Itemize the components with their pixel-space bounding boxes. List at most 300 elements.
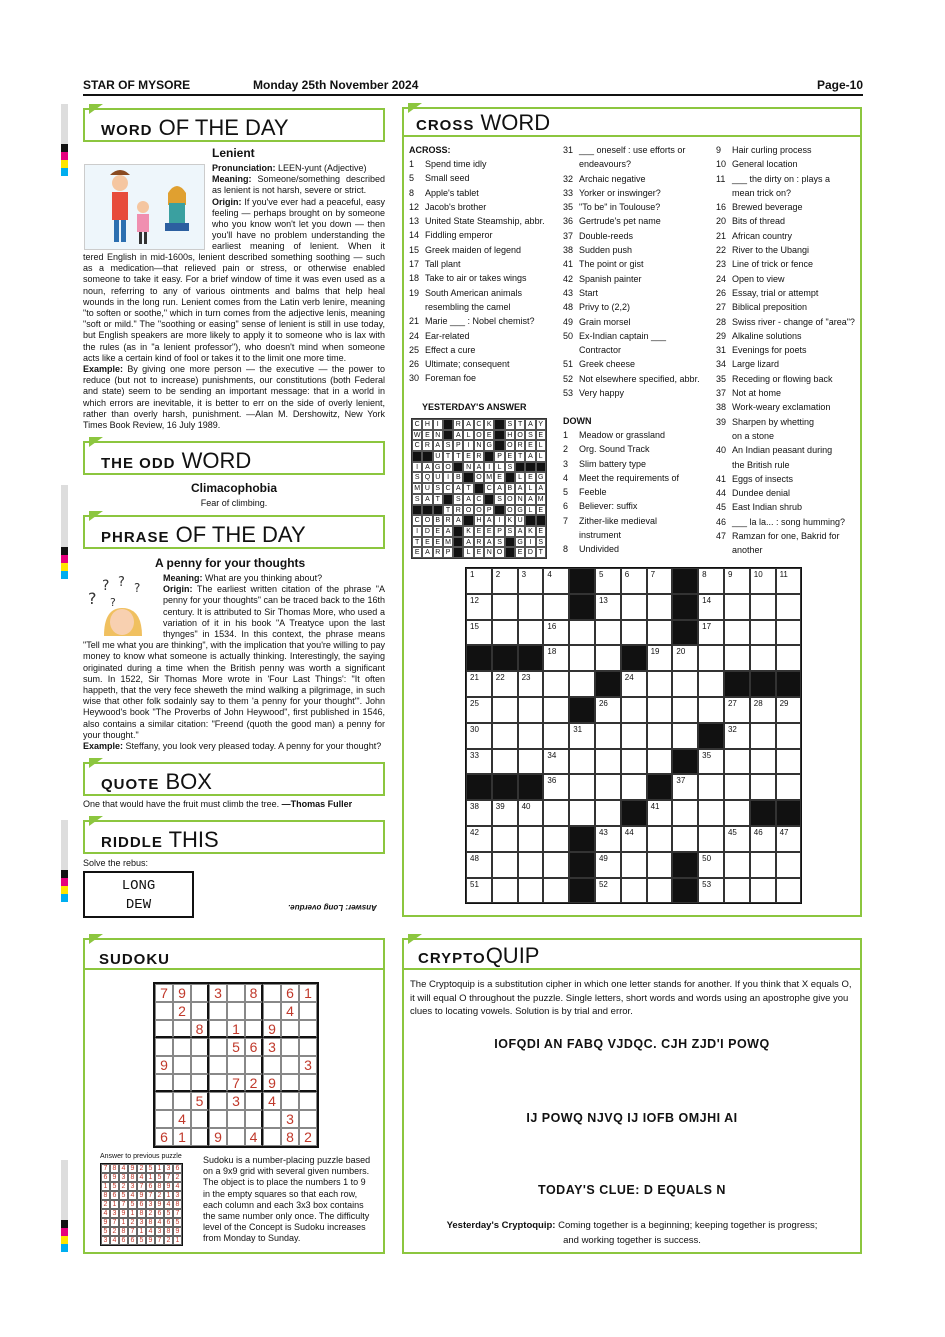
sudoku-cell[interactable] <box>209 1038 227 1056</box>
crossword-cell[interactable] <box>750 852 776 878</box>
crossword-cell[interactable] <box>750 594 776 620</box>
yesterday-cryptoquip: Yesterday's Cryptoquip: Coming together is a beginning; keeping together is progress; <box>446 1220 818 1231</box>
crossword-cell[interactable]: 30 <box>466 723 492 749</box>
crossword-cell[interactable] <box>621 594 647 620</box>
sudoku-cell[interactable]: 8 <box>281 1128 299 1146</box>
answer-cell: M <box>536 494 546 505</box>
crossword-cell[interactable] <box>647 620 673 646</box>
answer-cell: A <box>453 515 463 526</box>
sudoku-cell[interactable] <box>245 1020 263 1038</box>
crossword-cell[interactable] <box>750 620 776 646</box>
crossword-cell[interactable] <box>492 620 518 646</box>
crossword-cell[interactable]: 22 <box>492 671 518 697</box>
crossword-cell[interactable] <box>492 697 518 723</box>
crossword-cell[interactable] <box>569 774 595 800</box>
crossword-cell[interactable]: 44 <box>621 826 647 852</box>
crossword-cell[interactable]: 10 <box>750 568 776 594</box>
crossword-cell[interactable]: 4 <box>543 568 569 594</box>
crossword-cell[interactable] <box>621 852 647 878</box>
sudoku-cell[interactable] <box>245 1110 263 1128</box>
sudoku-cell[interactable]: 7 <box>155 984 173 1002</box>
crossword-cell[interactable]: 35 <box>698 749 724 775</box>
answer-cell: A <box>433 440 443 451</box>
crossword-cell[interactable] <box>518 878 544 904</box>
sudoku-cell[interactable] <box>281 1092 299 1110</box>
crossword-cell[interactable]: 20 <box>672 645 698 671</box>
svg-text:?: ? <box>88 589 97 608</box>
sudoku-cell[interactable] <box>155 1092 173 1110</box>
crossword-cell[interactable] <box>750 774 776 800</box>
print-bar <box>61 1244 68 1252</box>
sudoku-cell[interactable]: 4 <box>281 1002 299 1020</box>
sudoku-cell[interactable]: 9 <box>263 1074 281 1092</box>
crossword-cell[interactable]: 16 <box>543 620 569 646</box>
crossword-cell[interactable]: 39 <box>492 800 518 826</box>
answer-cell <box>515 462 525 473</box>
sudoku-cell[interactable]: 9 <box>173 984 191 1002</box>
crossword-cell[interactable] <box>698 645 724 671</box>
sudoku-cell[interactable] <box>299 1092 317 1110</box>
sudoku-answer-cell: 2 <box>173 1173 182 1182</box>
crossword-cell[interactable] <box>595 723 621 749</box>
sudoku-cell[interactable]: 1 <box>299 984 317 1002</box>
sudoku-cell[interactable] <box>191 1128 209 1146</box>
crossword-cell[interactable] <box>672 671 698 697</box>
crossword-cell[interactable] <box>492 878 518 904</box>
sudoku-answer-cell: 6 <box>137 1200 146 1209</box>
sudoku-cell[interactable] <box>155 1020 173 1038</box>
flag-icon <box>408 934 422 944</box>
sudoku-answer-cell: 7 <box>146 1191 155 1200</box>
sudoku-cell[interactable] <box>191 1056 209 1074</box>
sudoku-cell[interactable] <box>245 1002 263 1020</box>
sudoku-cell[interactable]: 4 <box>245 1128 263 1146</box>
sudoku-cell[interactable]: 3 <box>227 1092 245 1110</box>
clue: on a stone <box>732 430 775 441</box>
answer-cell <box>453 462 463 473</box>
crossword-cell[interactable]: 12 <box>466 594 492 620</box>
crossword-cell[interactable] <box>776 878 802 904</box>
answer-cell: T <box>412 537 422 548</box>
crossword-cell[interactable] <box>518 852 544 878</box>
crossword-cell[interactable] <box>621 620 647 646</box>
sudoku-cell[interactable]: 8 <box>245 984 263 1002</box>
crossword-cell[interactable]: 43 <box>595 826 621 852</box>
crossword-cell[interactable]: 49 <box>595 852 621 878</box>
crossword-cell[interactable] <box>698 697 724 723</box>
sudoku-cell[interactable] <box>227 1110 245 1128</box>
crossword-cell[interactable] <box>621 878 647 904</box>
sudoku-cell[interactable]: 7 <box>227 1074 245 1092</box>
crossword-cell[interactable] <box>776 645 802 671</box>
sudoku-cell[interactable] <box>227 1128 245 1146</box>
sudoku-cell[interactable]: 3 <box>281 1110 299 1128</box>
sudoku-cell[interactable] <box>173 1074 191 1092</box>
sudoku-cell[interactable] <box>155 1110 173 1128</box>
sudoku-cell[interactable] <box>209 1074 227 1092</box>
crossword-cell[interactable]: 17 <box>698 620 724 646</box>
crossword-cell <box>595 671 621 697</box>
crossword-cell[interactable]: 13 <box>595 594 621 620</box>
crossword-cell[interactable] <box>518 594 544 620</box>
crossword-cell[interactable] <box>621 774 647 800</box>
crossword-cell[interactable] <box>569 800 595 826</box>
sudoku-cell[interactable] <box>209 1056 227 1074</box>
answer-cell: I <box>525 537 535 548</box>
crossword-cell[interactable] <box>672 723 698 749</box>
crossword-cell[interactable]: 15 <box>466 620 492 646</box>
crossword-cell[interactable] <box>647 749 673 775</box>
down-label: DOWN <box>563 416 592 426</box>
clue: 41 Eggs of insects <box>716 473 794 484</box>
sudoku-cell[interactable] <box>209 1092 227 1110</box>
crossword-cell[interactable]: 2 <box>492 568 518 594</box>
sudoku-cell[interactable]: 8 <box>191 1020 209 1038</box>
sudoku-cell[interactable]: 4 <box>173 1110 191 1128</box>
crossword-cell[interactable]: 28 <box>750 697 776 723</box>
sudoku-cell[interactable] <box>299 1074 317 1092</box>
print-bar <box>61 104 68 144</box>
crossword-cell[interactable] <box>543 800 569 826</box>
clue: 9 Hair curling process <box>716 145 812 155</box>
crossword-cell[interactable] <box>543 697 569 723</box>
crossword-cell[interactable] <box>724 852 750 878</box>
crossword-cell[interactable] <box>569 749 595 775</box>
answer-cell <box>505 472 515 483</box>
crossword-cell[interactable] <box>595 800 621 826</box>
crossword-cell <box>569 697 595 723</box>
answer-cell: N <box>463 462 473 473</box>
down-clues-col2 <box>563 428 679 557</box>
sudoku-cell[interactable] <box>263 1056 281 1074</box>
paper-name: STAR OF MYSORE <box>83 78 191 92</box>
crossword-cell[interactable] <box>621 749 647 775</box>
crossword-cell[interactable] <box>621 723 647 749</box>
section-title: CRYPTOQUIP <box>418 943 540 968</box>
crossword-cell[interactable] <box>724 645 750 671</box>
sudoku-answer-cell: 9 <box>146 1236 155 1245</box>
sudoku-cell[interactable]: 3 <box>263 1038 281 1056</box>
crossword-cell[interactable]: 33 <box>466 749 492 775</box>
crossword-cell[interactable] <box>672 826 698 852</box>
crossword-cell[interactable] <box>724 749 750 775</box>
crossword-cell[interactable]: 7 <box>647 568 673 594</box>
sudoku-cell[interactable]: 2 <box>173 1002 191 1020</box>
sudoku-cell[interactable] <box>245 1056 263 1074</box>
clue: the British rule <box>732 459 790 470</box>
crossword-cell[interactable]: 48 <box>466 852 492 878</box>
sudoku-cell[interactable] <box>299 1038 317 1056</box>
flag-icon <box>89 104 103 114</box>
crossword-cell[interactable]: 5 <box>595 568 621 594</box>
crossword-cell[interactable]: 41 <box>647 800 673 826</box>
crossword-cell[interactable] <box>543 723 569 749</box>
crossword-cell[interactable] <box>724 620 750 646</box>
answer-cell: O <box>505 494 515 505</box>
crossword-cell[interactable]: 38 <box>466 800 492 826</box>
sudoku-cell[interactable] <box>173 1092 191 1110</box>
crossword-cell[interactable] <box>518 723 544 749</box>
crossword-cell[interactable] <box>492 749 518 775</box>
crossword-cell[interactable]: 3 <box>518 568 544 594</box>
crossword-cell[interactable]: 50 <box>698 852 724 878</box>
sudoku-answer-cell: 4 <box>164 1200 173 1209</box>
crossword-cell[interactable] <box>776 852 802 878</box>
crossword-cell[interactable]: 42 <box>466 826 492 852</box>
crossword-cell[interactable]: 6 <box>621 568 647 594</box>
sudoku-cell[interactable] <box>299 1002 317 1020</box>
sudoku-answer-cell: 7 <box>173 1209 182 1218</box>
answer-cell: A <box>474 462 484 473</box>
sudoku-cell[interactable] <box>155 1038 173 1056</box>
sudoku-answer-cell: 2 <box>164 1236 173 1245</box>
crossword-cell[interactable]: 25 <box>466 697 492 723</box>
answer-cell: U <box>515 515 525 526</box>
crossword-cell[interactable] <box>492 723 518 749</box>
crossword-cell[interactable] <box>776 594 802 620</box>
crossword-cell[interactable] <box>595 620 621 646</box>
answer-cell: E <box>525 440 535 451</box>
answer-cell: E <box>515 547 525 558</box>
crossword-cell[interactable] <box>647 671 673 697</box>
crossword-cell[interactable] <box>569 620 595 646</box>
crossword-cell[interactable]: 32 <box>724 723 750 749</box>
crossword-cell[interactable] <box>647 723 673 749</box>
crossword-cell[interactable] <box>698 800 724 826</box>
answer-cell: E <box>536 430 546 441</box>
sudoku-cell[interactable] <box>209 1110 227 1128</box>
sudoku-cell[interactable] <box>227 1056 245 1074</box>
crossword-cell[interactable] <box>724 774 750 800</box>
crossword-cell[interactable]: 27 <box>724 697 750 723</box>
crossword-cell[interactable] <box>492 826 518 852</box>
answer-cell <box>484 451 494 462</box>
answer-cell: I <box>443 472 453 483</box>
crossword-cell[interactable]: 19 <box>647 645 673 671</box>
answer-cell <box>494 440 504 451</box>
sudoku-cell[interactable] <box>191 1038 209 1056</box>
sudoku-cell[interactable] <box>191 1002 209 1020</box>
sudoku-cell[interactable]: 1 <box>173 1128 191 1146</box>
crossword-cell[interactable] <box>776 620 802 646</box>
clue: resembling the camel <box>425 301 511 312</box>
answer-cell: C <box>412 419 422 430</box>
crossword-cell[interactable] <box>543 826 569 852</box>
answer-cell: U <box>433 472 443 483</box>
sudoku-cell[interactable]: 3 <box>299 1056 317 1074</box>
crossword-cell[interactable] <box>776 723 802 749</box>
sudoku-cell[interactable]: 6 <box>281 984 299 1002</box>
clue: 48 Privy to (2,2) <box>563 302 631 313</box>
crossword-cell[interactable]: 53 <box>698 878 724 904</box>
crossword-cell[interactable] <box>543 852 569 878</box>
sudoku-answer-cell: 1 <box>101 1182 110 1191</box>
crossword-cell[interactable] <box>698 671 724 697</box>
crossword-cell[interactable] <box>543 594 569 620</box>
crossword-cell[interactable]: 47 <box>776 826 802 852</box>
crossword-cell[interactable]: 14 <box>698 594 724 620</box>
crossword-cell[interactable] <box>518 749 544 775</box>
crossword-cell[interactable] <box>595 774 621 800</box>
answer-cell <box>505 547 515 558</box>
sudoku-cell[interactable]: 5 <box>227 1038 245 1056</box>
sudoku-cell[interactable]: 9 <box>155 1056 173 1074</box>
crossword-cell[interactable]: 31 <box>569 723 595 749</box>
crossword-cell[interactable] <box>776 774 802 800</box>
crossword-cell[interactable] <box>569 645 595 671</box>
sudoku-cell[interactable] <box>263 1128 281 1146</box>
sudoku-cell[interactable] <box>173 1056 191 1074</box>
crossword-cell[interactable] <box>647 594 673 620</box>
crossword-cell[interactable]: 24 <box>621 671 647 697</box>
print-bar <box>61 144 68 152</box>
crossword-cell[interactable]: 52 <box>595 878 621 904</box>
answer-cell: A <box>525 494 535 505</box>
sudoku-cell[interactable] <box>227 984 245 1002</box>
sudoku-answer-cell: 6 <box>164 1218 173 1227</box>
sudoku-cell[interactable] <box>263 1002 281 1020</box>
crossword-cell[interactable] <box>750 878 776 904</box>
sudoku-cell[interactable] <box>281 1074 299 1092</box>
sudoku-cell[interactable]: 4 <box>263 1092 281 1110</box>
sudoku-cell[interactable]: 9 <box>209 1128 227 1146</box>
crossword-cell[interactable] <box>647 697 673 723</box>
sudoku-cell[interactable] <box>281 1020 299 1038</box>
crossword-cell[interactable] <box>672 800 698 826</box>
crossword-cell[interactable]: 36 <box>543 774 569 800</box>
crossword-cell[interactable] <box>672 697 698 723</box>
crossword-cell[interactable]: 8 <box>698 568 724 594</box>
crossword-cell[interactable] <box>750 723 776 749</box>
answer-cell <box>443 494 453 505</box>
sudoku-answer-cell: 1 <box>173 1236 182 1245</box>
sudoku-cell[interactable] <box>281 1056 299 1074</box>
sudoku-answer-cell: 4 <box>101 1209 110 1218</box>
crossword-cell[interactable] <box>724 878 750 904</box>
answer-cell <box>494 430 504 441</box>
crossword-cell[interactable]: 46 <box>750 826 776 852</box>
print-bar <box>61 870 68 878</box>
sudoku-cell[interactable] <box>227 1002 245 1020</box>
sudoku-cell[interactable] <box>191 1110 209 1128</box>
sudoku-cell[interactable]: 6 <box>245 1038 263 1056</box>
crossword-cell[interactable] <box>543 878 569 904</box>
answer-cell: R <box>453 419 463 430</box>
crossword-cell[interactable] <box>569 671 595 697</box>
sudoku-answer-cell: 3 <box>164 1164 173 1173</box>
crossword-cell[interactable]: 23 <box>518 671 544 697</box>
sudoku-cell[interactable] <box>173 1038 191 1056</box>
crossword-cell[interactable] <box>647 878 673 904</box>
sudoku-cell[interactable] <box>209 1002 227 1020</box>
crossword-cell[interactable] <box>724 800 750 826</box>
sudoku-grid[interactable] <box>153 982 319 1148</box>
sudoku-cell[interactable]: 3 <box>209 984 227 1002</box>
sudoku-cell[interactable] <box>209 1020 227 1038</box>
svg-text:?: ? <box>110 596 116 609</box>
crossword-cell[interactable] <box>595 645 621 671</box>
sudoku-cell[interactable] <box>155 1074 173 1092</box>
sudoku-cell[interactable] <box>191 1074 209 1092</box>
crossword-cell[interactable] <box>750 645 776 671</box>
crossword-cell[interactable] <box>698 826 724 852</box>
odd-word: Climacophobia <box>190 481 277 495</box>
sudoku-cell[interactable] <box>155 1002 173 1020</box>
answer-cell: R <box>443 515 453 526</box>
crossword-cell[interactable]: 9 <box>724 568 750 594</box>
crossword-cell[interactable] <box>492 594 518 620</box>
sudoku-cell[interactable] <box>263 1110 281 1128</box>
sudoku-cell[interactable]: 5 <box>191 1092 209 1110</box>
answer-cell: O <box>515 430 525 441</box>
crossword-cell[interactable]: 40 <box>518 800 544 826</box>
answer-cell: E <box>525 472 535 483</box>
crossword-cell[interactable]: 1 <box>466 568 492 594</box>
sudoku-cell[interactable] <box>245 1092 263 1110</box>
sudoku-cell[interactable]: 2 <box>299 1128 317 1146</box>
crossword-cell[interactable]: 51 <box>466 878 492 904</box>
sudoku-cell[interactable] <box>281 1038 299 1056</box>
sudoku-cell[interactable]: 1 <box>227 1020 245 1038</box>
riddle-answer: Answer: Long overdue. <box>288 903 377 912</box>
flag-icon <box>89 511 103 521</box>
crossword-cell[interactable] <box>750 749 776 775</box>
crossword-cell[interactable]: 45 <box>724 826 750 852</box>
crossword-cell[interactable]: 34 <box>543 749 569 775</box>
crossword-cell[interactable] <box>724 594 750 620</box>
crossword-cell[interactable] <box>595 749 621 775</box>
sudoku-cell[interactable] <box>263 984 281 1002</box>
sudoku-answer-cell: 8 <box>155 1182 164 1191</box>
crossword-cell[interactable] <box>492 852 518 878</box>
crossword-cell[interactable] <box>543 671 569 697</box>
answer-cell: Y <box>536 419 546 430</box>
crossword-cell[interactable] <box>518 826 544 852</box>
crossword-cell[interactable] <box>776 749 802 775</box>
sudoku-cell[interactable]: 9 <box>263 1020 281 1038</box>
crossword-cell[interactable]: 26 <box>595 697 621 723</box>
sudoku-answer-cell: 5 <box>110 1182 119 1191</box>
clue: 26 Ultimate; consequent <box>409 359 510 370</box>
sudoku-cell[interactable]: 6 <box>155 1128 173 1146</box>
section-title: QUOTE BOX <box>101 769 212 794</box>
section-title: THE ODD WORD <box>101 448 252 473</box>
crossword-cell[interactable]: 21 <box>466 671 492 697</box>
crossword-cell[interactable]: 29 <box>776 697 802 723</box>
crossword-cell[interactable] <box>518 697 544 723</box>
crossword-cell[interactable]: 11 <box>776 568 802 594</box>
crossword-cell[interactable]: 18 <box>543 645 569 671</box>
crossword-cell[interactable] <box>698 774 724 800</box>
sudoku-cell[interactable] <box>191 984 209 1002</box>
crossword-cell[interactable] <box>518 620 544 646</box>
crossword-grid[interactable] <box>465 567 802 904</box>
crossword-cell[interactable] <box>647 852 673 878</box>
sudoku-cell[interactable] <box>299 1110 317 1128</box>
crossword-cell[interactable] <box>621 697 647 723</box>
answer-cell: T <box>443 451 453 462</box>
sudoku-cell[interactable] <box>299 1020 317 1038</box>
crossword-cell <box>492 645 518 671</box>
sudoku-cell[interactable]: 2 <box>245 1074 263 1092</box>
sudoku-answer-cell: 7 <box>110 1218 119 1227</box>
clue: mean trick on? <box>732 187 792 198</box>
crossword-cell[interactable]: 37 <box>672 774 698 800</box>
answer-cell <box>505 537 515 548</box>
crossword-cell[interactable] <box>647 826 673 852</box>
answer-cell <box>422 451 432 462</box>
sudoku-cell[interactable] <box>173 1020 191 1038</box>
